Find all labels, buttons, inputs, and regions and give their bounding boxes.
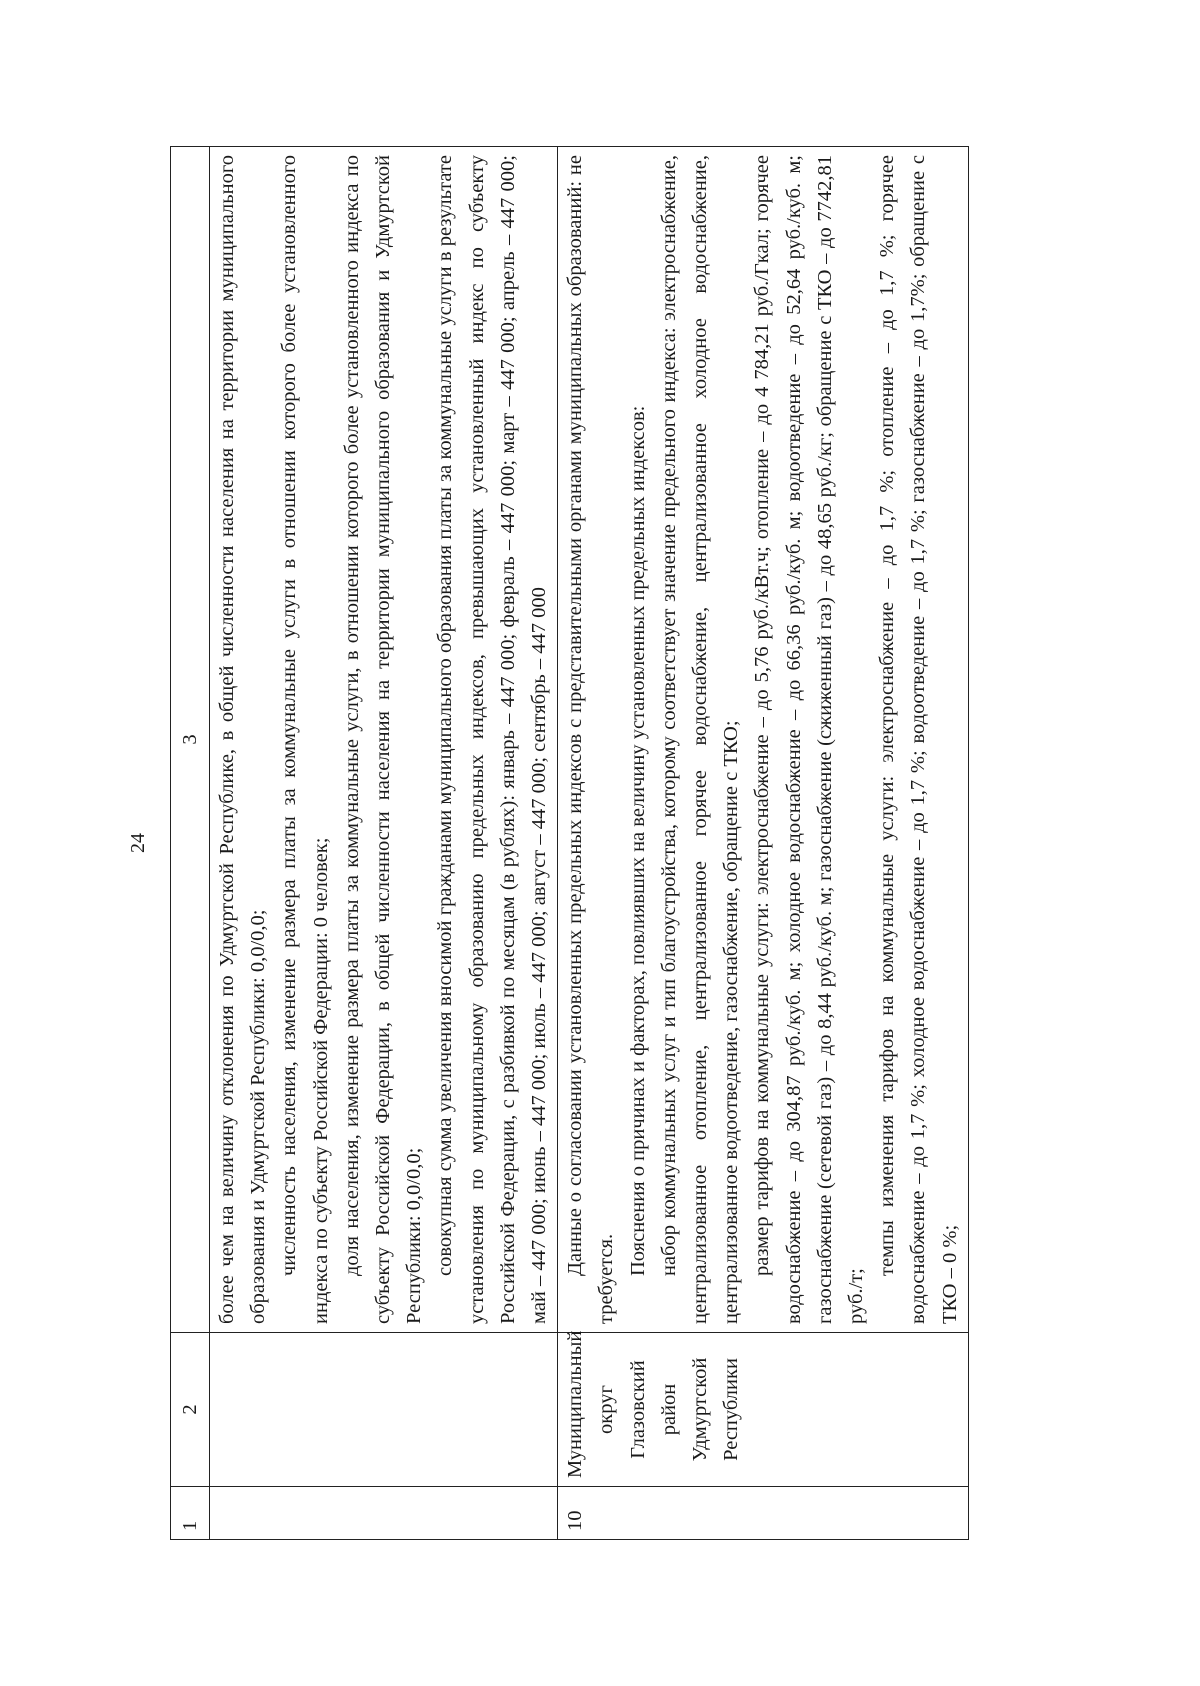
column-header-1: 1 [171,1487,210,1540]
municipality-name: Муниципальный округ Глазовский район Удмуртской Республики [558,1333,969,1487]
description-paragraph: совокупная сумма увеличения вносимой гражданами муниципального образования платы за коммунальные услуги в результате установления по муниципальному образованию предельных индексов, превышающих установленный индекс по субъекту Российской Федерации, с разбивкой по месяцам (в рублях): январь – 447 000; февраль – 447 000; март – 447 000; апрель – 447 000; май – 447 000; июнь – 447 000; июль – 447 000; август – 447 000; сентябрь – 447 000 [434,155,551,1324]
description-paragraph: темпы изменения тарифов на коммунальные услуги: электроснабжение – до 1,7 %; отопление – до 1,7 %; горячее водоснабжение – до 1,7 %; холодное водоснабжение – до 1,7 %; водоотведение – до 1,7 %; газоснабжение – до 1,7%; обращение с ТКО – 0 %; [876,155,961,1324]
row-number: 10 [558,1487,969,1540]
page-number: 24 [127,833,149,853]
table-row [558,147,969,1540]
table-header-row [171,147,210,1540]
description-paragraph: доля населения, изменение размера платы за коммунальные услуги, в отношении которого более установленного индекса по субъекту Российской Федерации, в общей численности населения на территории муниципального образования и Удмуртской Республики: 0,0/0,0; [340,155,426,1324]
description-paragraph: Данные о согласовании установленных предельных индексов с представительными органами муниципальных образований: не требуется. [564,155,618,1324]
column-header-3: 3 [171,147,210,1333]
description-cell [558,147,969,1333]
table-row [210,147,558,1540]
description-paragraph: Пояснения о причинах и факторах, повлиявших на величину установленных предельных индексов: [626,405,649,1276]
description-paragraph: набор коммунальных услуг и тип благоустройства, которому соответствует значение предельного индекса: электроснабжение, централизованное отопление, централизованное горячее водоснабжение, централизованное холодное водоснабжение, централизованное водоотведение, газоснабжение, обращение с ТКО; [657,155,743,1324]
data-table [170,146,969,1540]
description-cell [210,147,558,1333]
description-paragraph: более чем на величину отклонения по Удмуртской Республике, в общей численности населения на территории муниципального образования и Удмуртской Республики: 0,0/0,0; [216,155,270,1324]
description-paragraph: численность населения, изменение размера платы за коммунальные услуги в отношении которого более установленного индекса по субъекту Российской Федерации: 0 человек; [278,155,332,1324]
description-paragraph: размер тарифов на коммунальные услуги: электроснабжение – до 5,76 руб./кВт.ч; отопление – до 4 784,21 руб./Гкал; горячее водоснабжение – до 304,87 руб./куб. м; холодное водоснабжение – до 66,36 руб./куб. м; водоотведение – до 52,64 руб./куб. м; газоснабжение (сетевой газ) – до 8,44 руб./куб. м; газоснабжение (сжиженный газ) – до 48,65 руб./кг; обращение с ТКО – до 7742,81 руб./т; [751,155,868,1324]
column-header-2: 2 [171,1333,210,1487]
municipality-name [210,1333,558,1487]
row-number [210,1487,558,1540]
